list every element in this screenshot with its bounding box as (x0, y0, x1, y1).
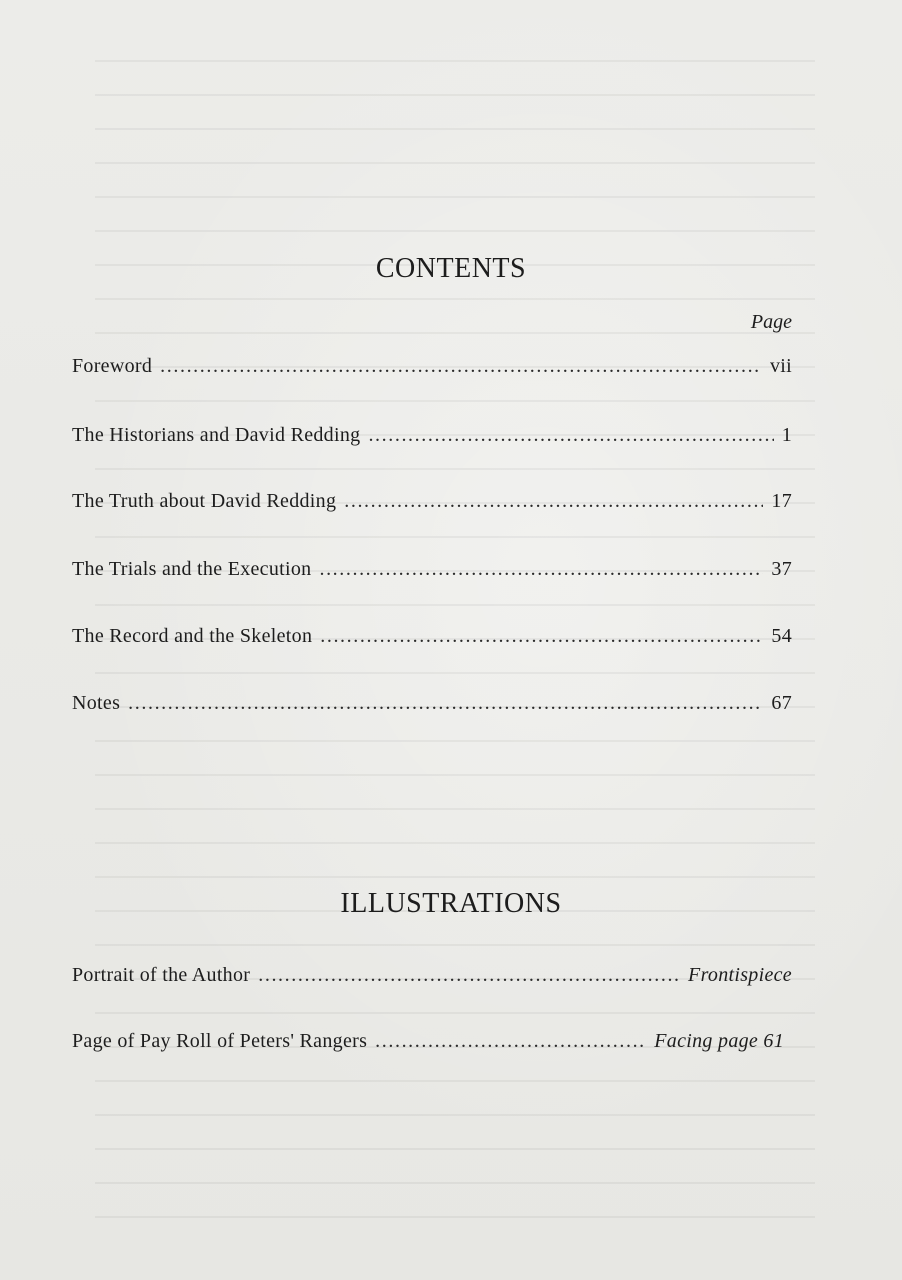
toc-entry-title: Notes (72, 692, 121, 714)
dot-leader (344, 487, 763, 515)
toc-entry-title: The Historians and David Redding (72, 424, 361, 446)
toc-entry-page: vii (769, 355, 792, 377)
page-column-label: Page (750, 311, 792, 333)
dot-leader (368, 421, 773, 449)
toc-entry-title: The Trials and the Execution (72, 558, 312, 580)
illustration-entry-portrait (72, 961, 792, 989)
dot-leader (160, 352, 762, 380)
dot-leader (375, 1027, 646, 1055)
illustration-entry-page: Frontispiece (688, 964, 792, 986)
illustration-entry-page: Facing page 61 (654, 1030, 784, 1052)
illustration-entry-pay-roll (72, 1027, 784, 1055)
illustration-entry-title: Portrait of the Author (72, 964, 251, 986)
toc-entry-record (72, 622, 792, 650)
contents-heading: CONTENTS (375, 253, 527, 284)
dot-leader (319, 555, 763, 583)
toc-entry-page: 54 (771, 625, 792, 647)
toc-entry-page: 1 (781, 424, 792, 446)
toc-entry-title: Foreword (72, 355, 153, 377)
dot-leader (320, 622, 763, 650)
illustration-entry-title: Page of Pay Roll of Peters' Rangers (72, 1030, 368, 1052)
toc-entry-page: 37 (771, 558, 792, 580)
toc-entry-trials (72, 555, 792, 583)
bleed-through-texture (95, 60, 815, 1240)
toc-entry-page: 17 (771, 490, 792, 512)
toc-entry-foreword (72, 352, 792, 380)
dot-leader (128, 689, 763, 717)
toc-entry-title: The Truth about David Redding (72, 490, 337, 512)
illustrations-heading: ILLUSTRATIONS (340, 888, 562, 919)
toc-entry-historians (72, 421, 792, 449)
toc-entry-page: 67 (771, 692, 792, 714)
dot-leader (258, 961, 680, 989)
toc-entry-notes (72, 689, 792, 717)
toc-entry-title: The Record and the Skeleton (72, 625, 313, 647)
toc-entry-truth (72, 487, 792, 515)
